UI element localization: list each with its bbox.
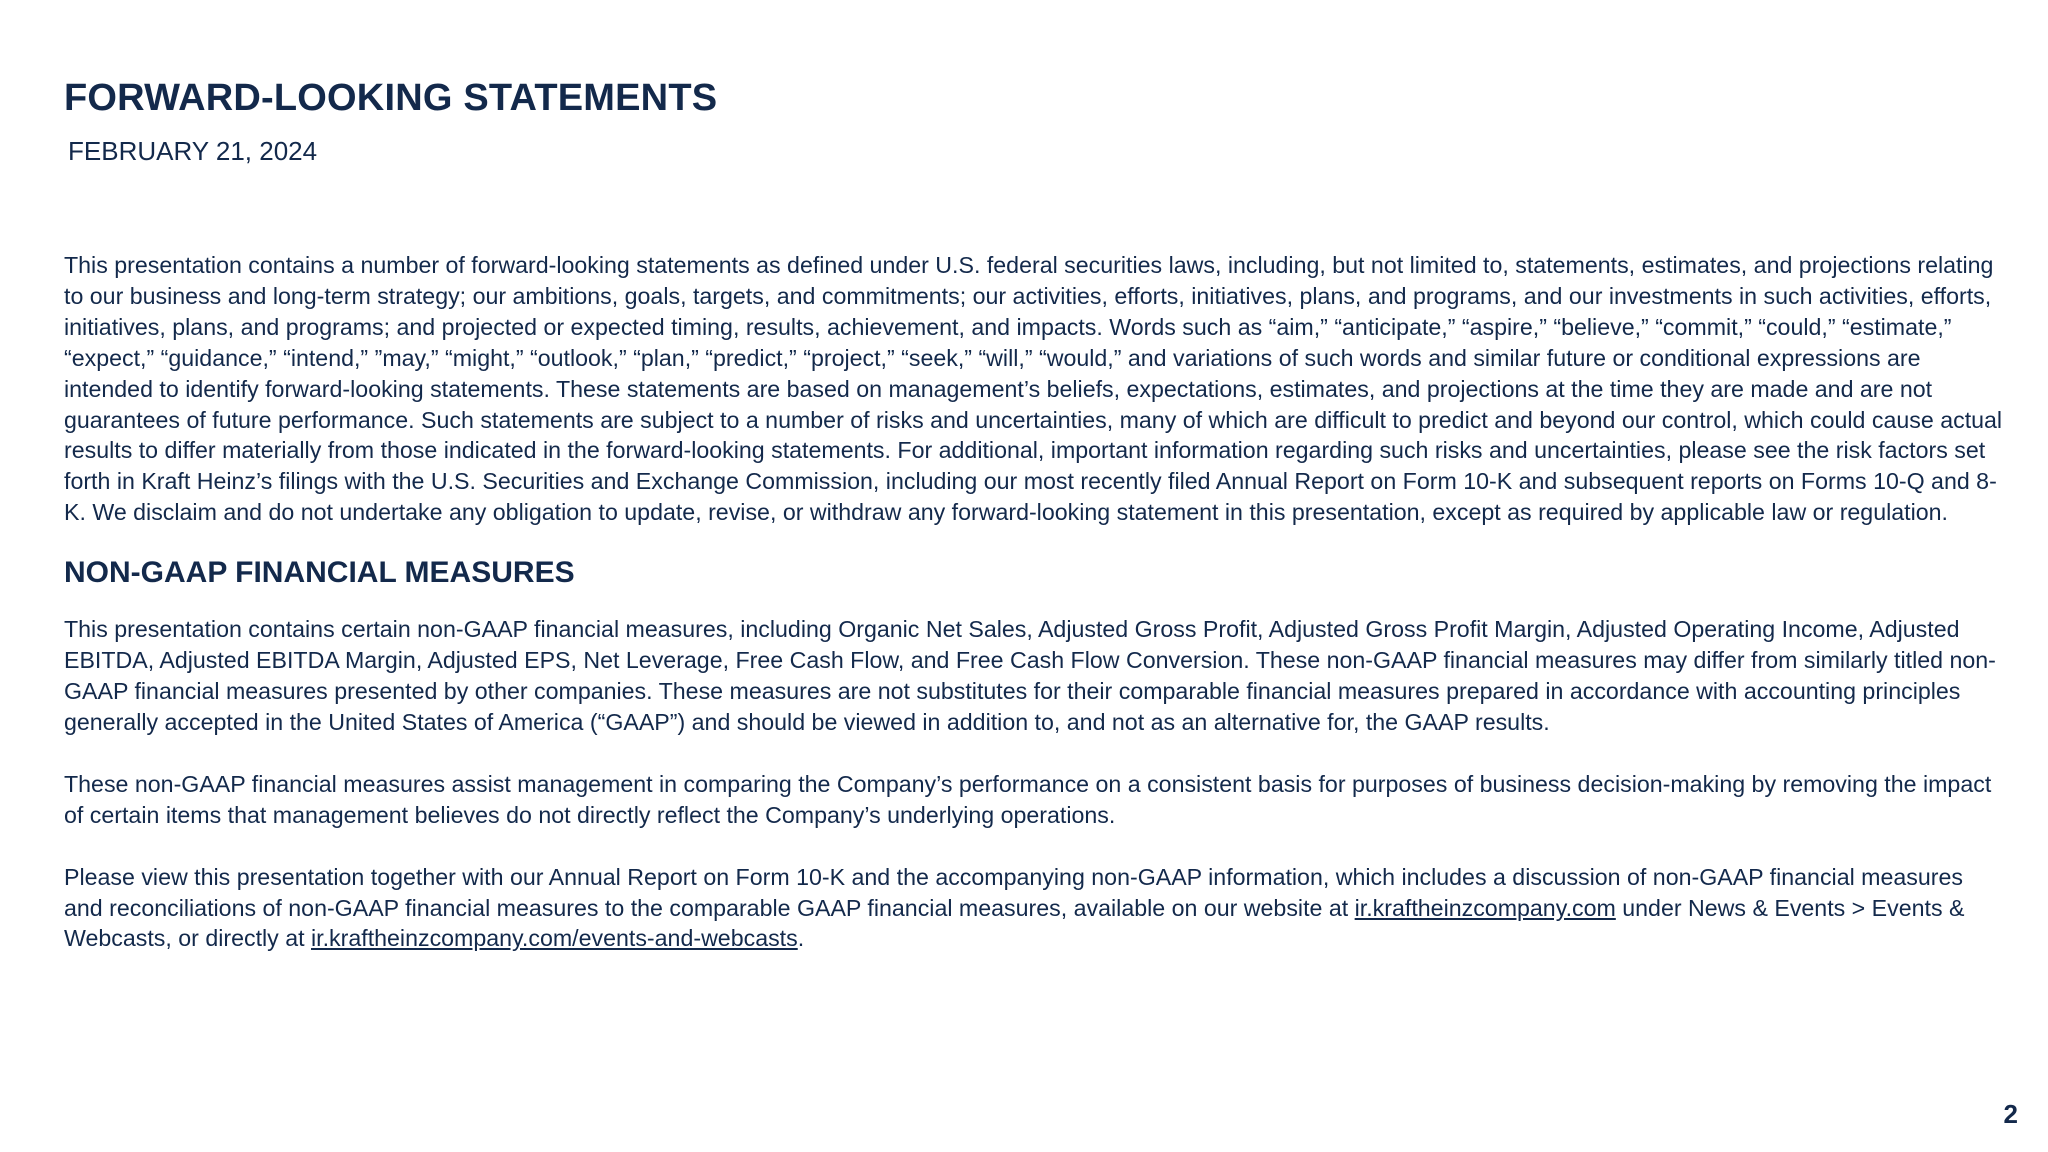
non-gaap-paragraph-2: These non-GAAP financial measures assist management in comparing the Company’s performance on a consistent basis for purposes of business decision-making by removing the impact of certain items that management believes do not directly reflect the Company’s underlying operations. [64, 770, 1992, 828]
non-gaap-heading: NON-GAAP FINANCIAL MEASURES [64, 556, 575, 590]
paragraph-3-text-middle: under News & Events > Events & Webcasts, or directly at [64, 894, 1965, 952]
non-gaap-paragraph-1: This presentation contains certain non-GAAP financial measures, including Organic Net Sales, Adjusted Gross Profit, Adjusted Gross Profit Margin, Adjusted Operating Income, Adjusted EBITDA, Adjusted EBITDA Margin, Adjusted EPS, Net Leverage, Free Cash Flow, and Free Cash Flow Conversion. These non-GAAP financial measures may differ from similarly titled non-GAAP financial measures presented by other companies. These measures are not substitutes for their comparable financial measures prepared in accordance with accounting principles generally accepted in the United States of America (“GAAP”) and should be viewed in addition to, and not as an alternative for, the GAAP results. [64, 616, 1996, 735]
events-webcasts-link[interactable]: ir.kraftheinzcompany.com/events-and-webcasts [311, 925, 798, 952]
page-date: FEBRUARY 21, 2024 [68, 136, 318, 166]
non-gaap-paragraph-3 [64, 862, 2004, 955]
document-body [64, 250, 2004, 954]
paragraph-3-text-end: . [797, 925, 805, 952]
forward-looking-paragraph: This presentation contains a number of forward-looking statements as defined under U.S. federal securities laws, including, but not limited to, statements, estimates, and projections relating to our business and long-term strategy; our ambitions, goals, targets, and commitments; our activities, efforts, initiatives, plans, and programs, and our investments in such activities, efforts, initiatives, plans, and programs; and projected or expected timing, results, achievement, and impacts. Words such as “aim,” “anticipate,” “aspire,” “believe,” “commit,” “could,” “estimate,” “expect,” “guidance,” “intend,” ”may,” “might,” “outlook,” “plan,” “predict,” “project,” “seek,” “will,” “would,” and variations of such words and similar future or conditional expressions are intended to identify forward-looking statements. These statements are based on management’s beliefs, expectations, estimates, and projections at the time they are made and are not guarantees of future performance. Such statements are subject to a number of risks and uncertainties, many of which are difficult to predict and beyond our control, which could cause actual results to differ materially from those indicated in the forward-looking statements. For additional, important information regarding such risks and uncertainties, please see the risk factors set forth in Kraft Heinz’s filings with the U.S. Securities and Exchange Commission, including our most recently filed Annual Report on Form 10-K and subsequent reports on Forms 10-Q and 8-K. We disclaim and do not undertake any obligation to update, revise, or withdraw any forward-looking statement in this presentation, except as required by applicable law or regulation. [64, 252, 2003, 526]
paragraph-3-text-start: Please view this presentation together with our Annual Report on Form 10-K and the accompanying non-GAAP information, which includes a discussion of non-GAAP financial measures and reconciliations of non-GAAP financial measures to the comparable GAAP financial measures, available on our website at [64, 863, 1963, 921]
ir-website-link[interactable]: ir.kraftheinzcompany.com [1354, 894, 1616, 921]
page-number: 2 [2003, 1099, 2018, 1129]
page-title: FORWARD-LOOKING STATEMENTS [64, 77, 718, 119]
